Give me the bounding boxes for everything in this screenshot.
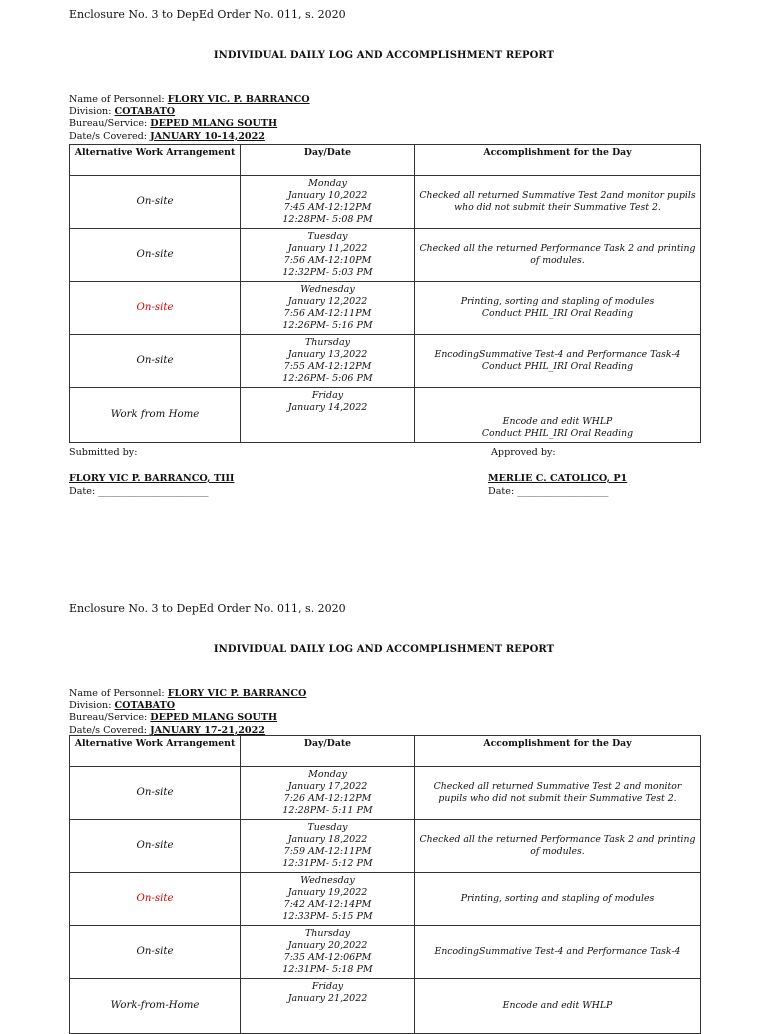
approver-date-line: Date: ___________________ <box>488 486 609 497</box>
dates-label: Date/s Covered: <box>69 724 148 736</box>
bureau-value: DEPED MLANG SOUTH <box>150 712 278 724</box>
accomplishment-line-2: Conduct PHIL_IRI Oral Reading <box>481 428 634 440</box>
date-text: January 12,2022 <box>287 296 368 308</box>
header-day-date: Day/Date <box>241 145 415 176</box>
accomplishment-line-2: of modules. <box>530 846 585 857</box>
time-afternoon: 12:31PM- 5:18 PM <box>282 963 373 975</box>
time-morning: 7:26 AM-12:12PM <box>283 793 372 804</box>
day-date-cell <box>241 820 415 873</box>
accomplishment-cell <box>415 176 701 229</box>
date-text: January 19,2022 <box>287 887 368 899</box>
accomplishment-cell <box>415 388 701 443</box>
date-text: January 11,2022 <box>287 243 368 255</box>
bureau-label: Bureau/Service: <box>69 118 148 130</box>
day-name: Wednesday <box>300 875 355 887</box>
day-name: Thursday <box>304 337 351 349</box>
personnel-info <box>69 688 306 737</box>
table-header-row <box>70 736 701 767</box>
table-row <box>70 335 701 388</box>
arrangement-cell: On-site <box>70 820 241 873</box>
arrangement-cell: On-site <box>70 282 241 335</box>
accomplishment-line-1: Encode and edit WHLP <box>502 416 613 428</box>
dates-value: JANUARY 10-14,2022 <box>150 130 265 142</box>
arrangement-cell: On-site <box>70 767 241 820</box>
day-date-cell <box>241 335 415 388</box>
bureau-label: Bureau/Service: <box>69 712 148 724</box>
enclosure-note: Enclosure No. 3 to DepEd Order No. 011, s. 2020 <box>69 602 346 615</box>
accomplishment-line-1: Printing, sorting and stapling of modules <box>460 296 655 308</box>
time-morning: 7:55 AM-12:12PM <box>283 361 372 372</box>
table-row <box>70 388 701 443</box>
day-date-cell <box>241 926 415 979</box>
name-label: Name of Personnel: <box>69 94 165 105</box>
header-day-date: Day/Date <box>241 736 415 767</box>
time-afternoon: 12:32PM- 5:03 PM <box>282 266 373 278</box>
date-text: January 17,2022 <box>287 781 368 793</box>
header-arrangement: Alternative Work Arrangement <box>70 145 241 176</box>
table-row <box>70 873 701 926</box>
accomplishment-line-1: Checked all returned Summative Test 2and monitor pupils <box>419 190 696 202</box>
division-line <box>69 700 306 712</box>
arrangement-cell: On-site <box>70 176 241 229</box>
accomplishment-cell <box>415 926 701 979</box>
day-date-cell <box>241 388 415 443</box>
date-text: January 21,2022 <box>287 992 368 1004</box>
submitter-name-text: FLORY VIC P. BARRANCO, TIII <box>69 473 235 484</box>
division-value: COTABATO <box>114 700 176 712</box>
accomplishment-cell <box>415 979 701 1034</box>
table-row <box>70 926 701 979</box>
submitter-name <box>69 473 234 484</box>
day-date-cell <box>241 873 415 926</box>
dates-value: JANUARY 17-21,2022 <box>150 724 265 736</box>
personnel-name-line <box>69 688 306 700</box>
day-name: Monday <box>308 769 347 781</box>
dates-line <box>69 131 310 143</box>
table-row <box>70 979 701 1034</box>
time-morning: 7:35 AM-12:06PM <box>283 952 372 963</box>
submitted-by-label: Submitted by: <box>69 447 138 458</box>
accomplishment-table <box>69 735 701 1034</box>
approver-name-text: MERLIE C. CATOLICO, P1 <box>488 473 628 484</box>
day-name: Friday <box>311 981 344 992</box>
name-label: Name of Personnel: <box>69 688 165 699</box>
accomplishment-cell <box>415 229 701 282</box>
day-name: Monday <box>308 178 347 190</box>
report-title: INDIVIDUAL DAILY LOG AND ACCOMPLISHMENT REPORT <box>213 50 555 61</box>
division-value: COTABATO <box>114 106 176 118</box>
arrangement-cell: On-site <box>70 926 241 979</box>
arrangement-cell: Work-from-Home <box>70 979 241 1034</box>
date-text: January 20,2022 <box>287 940 368 952</box>
accomplishment-line-2: Conduct PHIL_IRI Oral Reading <box>481 308 634 319</box>
bureau-line <box>69 118 310 130</box>
accomplishment-line-2: who did not submit their Summative Test 2. <box>454 202 661 213</box>
division-label: Division: <box>69 700 112 712</box>
date-text: January 13,2022 <box>287 349 368 361</box>
time-morning: 7:59 AM-12:11PM <box>283 846 372 857</box>
day-name: Thursday <box>304 928 351 940</box>
table-row <box>70 176 701 229</box>
arrangement-cell: On-site <box>70 335 241 388</box>
time-morning: 7:45 AM-12:12PM <box>283 202 372 213</box>
arrangement-cell: Work from Home <box>70 388 241 443</box>
accomplishment-cell <box>415 335 701 388</box>
personnel-name-line <box>69 94 310 106</box>
personnel-info <box>69 94 310 143</box>
bureau-line <box>69 712 306 724</box>
accomplishment-line-1: Printing, sorting and stapling of modules <box>460 893 655 905</box>
day-name: Tuesday <box>307 231 348 243</box>
time-afternoon: 12:33PM- 5:15 PM <box>282 910 373 922</box>
accomplishment-cell <box>415 767 701 820</box>
submitter-date-line: Date: _______________________ <box>69 486 209 497</box>
table-row <box>70 229 701 282</box>
day-name: Wednesday <box>300 284 355 296</box>
arrangement-cell: On-site <box>70 229 241 282</box>
time-morning: 7:42 AM-12:14PM <box>283 899 372 910</box>
division-line <box>69 106 310 118</box>
accomplishment-table <box>69 144 701 443</box>
day-date-cell <box>241 176 415 229</box>
accomplishment-line-2: of modules. <box>530 255 585 266</box>
header-accomplishment: Accomplishment for the Day <box>415 736 701 767</box>
day-date-cell <box>241 767 415 820</box>
accomplishment-line-1: Checked all returned Summative Test 2 and monitor <box>433 781 682 793</box>
day-date-cell <box>241 979 415 1034</box>
accomplishment-cell <box>415 820 701 873</box>
time-morning: 7:56 AM-12:10PM <box>283 255 372 266</box>
bureau-value: DEPED MLANG SOUTH <box>150 118 278 130</box>
table-row <box>70 282 701 335</box>
accomplishment-line-1: EncodingSummative Test-4 and Performance Task-4 <box>434 946 681 958</box>
table-header-row <box>70 145 701 176</box>
accomplishment-cell <box>415 873 701 926</box>
time-afternoon: 12:26PM- 5:06 PM <box>282 372 373 384</box>
day-date-cell <box>241 282 415 335</box>
dates-label: Date/s Covered: <box>69 130 148 142</box>
table-row <box>70 820 701 873</box>
accomplishment-line-1: Encode and edit WHLP <box>502 1000 613 1012</box>
accomplishment-line-1: EncodingSummative Test-4 and Performance Task-4 <box>434 349 681 361</box>
arrangement-cell: On-site <box>70 873 241 926</box>
day-name: Friday <box>311 390 344 401</box>
time-morning: 7:56 AM-12:11PM <box>283 308 372 319</box>
name-value: FLORY VIC P. BARRANCO <box>167 688 307 699</box>
accomplishment-line-1: Checked all the returned Performance Task 2 and printing <box>419 243 696 255</box>
time-afternoon: 12:28PM- 5:11 PM <box>282 804 373 816</box>
header-arrangement: Alternative Work Arrangement <box>70 736 241 767</box>
accomplishment-line-1: Checked all the returned Performance Task 2 and printing <box>419 834 696 846</box>
day-name: Tuesday <box>307 822 348 834</box>
day-date-cell <box>241 229 415 282</box>
approved-by-label: Approved by: <box>491 447 556 458</box>
date-text: January 10,2022 <box>287 190 368 202</box>
table-row <box>70 767 701 820</box>
report-title: INDIVIDUAL DAILY LOG AND ACCOMPLISHMENT REPORT <box>213 644 555 655</box>
name-value: FLORY VIC. P. BARRANCO <box>167 94 310 105</box>
date-text: January 14,2022 <box>287 401 368 413</box>
accomplishment-line-2: pupils who did not submit their Summative Test 2. <box>438 793 677 804</box>
approver-name <box>488 473 627 484</box>
date-text: January 18,2022 <box>287 834 368 846</box>
time-afternoon: 12:31PM- 5:12 PM <box>282 857 373 869</box>
enclosure-note: Enclosure No. 3 to DepEd Order No. 011, s. 2020 <box>69 8 346 21</box>
division-label: Division: <box>69 106 112 118</box>
accomplishment-cell <box>415 282 701 335</box>
header-accomplishment: Accomplishment for the Day <box>415 145 701 176</box>
accomplishment-line-2: Conduct PHIL_IRI Oral Reading <box>481 361 634 372</box>
time-afternoon: 12:28PM- 5:08 PM <box>282 213 373 225</box>
time-afternoon: 12:26PM- 5:16 PM <box>282 319 373 331</box>
